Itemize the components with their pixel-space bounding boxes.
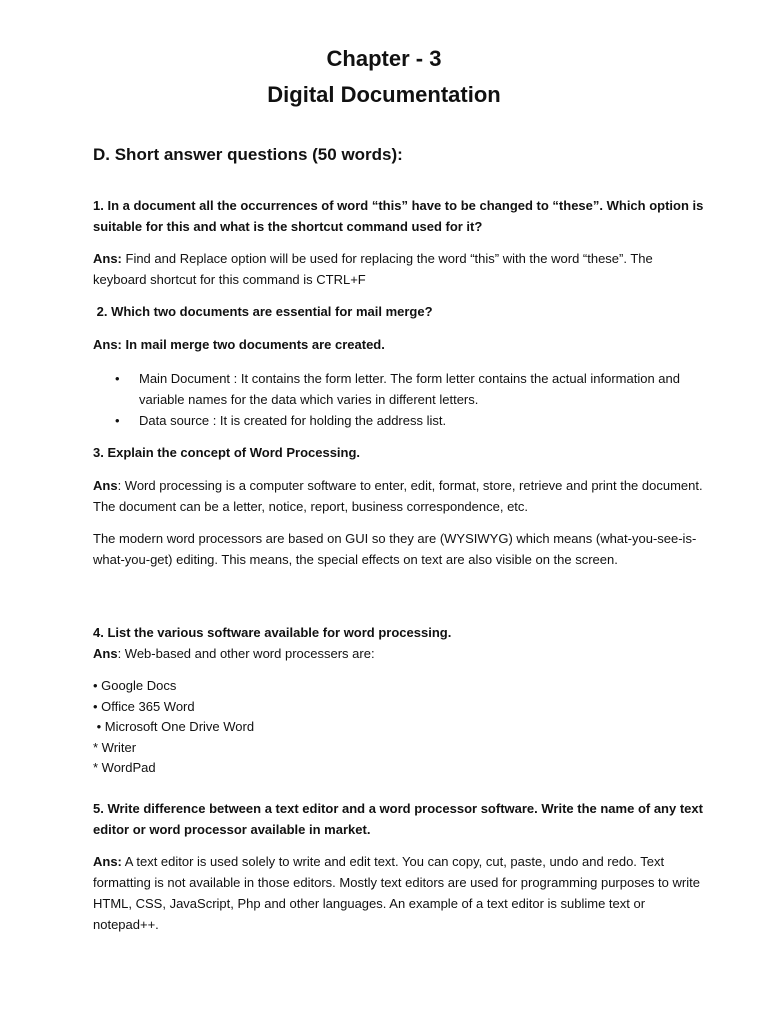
answer-3: [93, 475, 708, 517]
mail-merge-documents-list: [93, 368, 708, 431]
question-5: 5. Write difference between a text editor and a word processor software. Write the name of any text editor or word processor available in market.: [93, 801, 703, 837]
bullet-icon: •: [115, 371, 120, 386]
question-3: 3. Explain the concept of Word Processing.: [93, 445, 361, 460]
answer-3-text: : Word processing is a computer software to enter, edit, format, store, retrieve and print the document. The document can be a letter, notice, report, business correspondence, etc.: [93, 478, 703, 514]
section-heading: D. Short answer questions (50 words):: [93, 145, 403, 164]
answer-4-text: : Web-based and other word processers are:: [117, 646, 375, 661]
answer-1-label: Ans:: [93, 251, 122, 266]
list-item-text: Main Document : It contains the form letter. The form letter contains the actual information and variable names for the data which varies in different letters.: [139, 371, 680, 407]
answer-4-label: Ans: [93, 646, 118, 661]
list-item-text: Data source : It is created for holding the address list.: [139, 413, 447, 428]
list-item: • Google Docs: [93, 678, 177, 693]
page-title: Digital Documentation: [267, 82, 501, 107]
question-1: 1. In a document all the occurrences of word “this” have to be changed to “these”. Which option is suitable for this and what is the shortcut command used for it?: [93, 198, 704, 234]
answer-5-text: A text editor is used solely to write and edit text. You can copy, cut, paste, undo and redo. Text formatting is not available in those editors. Mostly text editors are used for programming purposes to write HTML, CSS, JavaScript, Php and other languages. An example of a text editor is sublime text or notepad++.: [93, 854, 700, 932]
bullet-icon: •: [115, 413, 120, 428]
software-list: [93, 676, 708, 779]
question-2: 2. Which two documents are essential for mail merge?: [93, 304, 433, 319]
list-item: * Writer: [93, 739, 137, 755]
answer-3-label: Ans: [93, 478, 118, 493]
answer-5: [93, 851, 708, 935]
list-item: • Microsoft One Drive Word: [93, 719, 255, 734]
answer-1: [93, 248, 708, 290]
answer-1-text: Find and Replace option will be used for replacing the word “this” with the word “these”. The keyboard shortcut for this command is CTRL+F: [93, 251, 653, 287]
list-item: • Office 365 Word: [93, 698, 195, 714]
answer-4: [93, 643, 708, 664]
answer-3-paragraph-2: The modern word processors are based on GUI so they are (WYSIWYG) which means (what-you-see-is-what-you-get) editing. This means, the special effects on text are also visible on the screen.: [93, 531, 697, 567]
question-4: 4. List the various software available for word processing.: [93, 625, 452, 640]
list-item: [93, 368, 708, 410]
answer-2: Ans: In mail merge two documents are created.: [93, 337, 385, 352]
chapter-label: Chapter - 3: [326, 46, 442, 71]
list-item: [93, 410, 708, 431]
list-item: * WordPad: [93, 760, 156, 775]
answer-5-label: Ans:: [93, 854, 122, 869]
